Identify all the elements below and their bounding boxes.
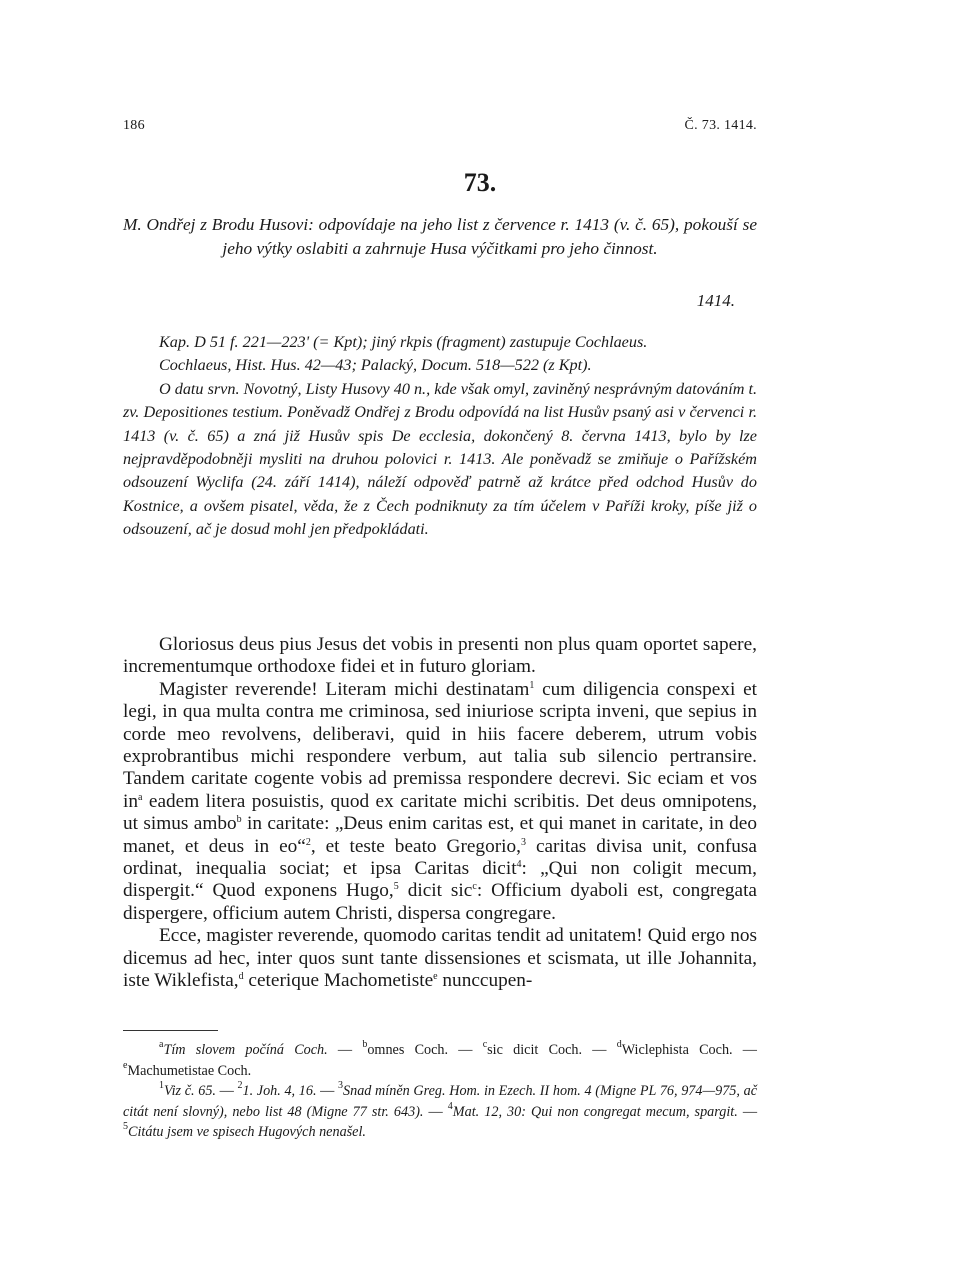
- footnote-ref: 2: [305, 836, 311, 848]
- apparatus-dating: O datu srvn. Novotný, Listy Husovy 40 n., kde však omyl, zaviněný nesprávným datováním t. zv. Depositiones testium. Poněvadž Ondřej z Brodu odpovídá na list Husův psaný asi v červenci r. 1413 (v. č. 65) a zná již Husův spis De ecclesia, dokončený 8. června 1413, bylo by lze nejpravděpodobněji mysliti na druhou polovici r. 1413. Ale poněvadž se zmiňuje o Pařížském odsouzení Wyclifa (24. září 1414), náleží odpověď patrně až krátce před odchod Husův do Kostnice, a ovšem pisatel, věda, že z Čech podniknuty za tím účelem v Paříži kroky, píše již o odsouzení, ač je dosud mohl jen předpokládati.: [123, 379, 757, 539]
- text-run: eadem litera posuistis, quod ex caritate michi scribitis. Det deus omnipotens, ut simus ambo: [123, 790, 757, 835]
- text-run: Magister reverende! Literam michi destinatam: [159, 678, 530, 700]
- apparatus-manuscripts: Kap. D 51 f. 221—223' (= Kpt); jiný rkpis (fragment) zastupuje Cochlaeus.: [159, 333, 648, 351]
- main-paragraph: [123, 679, 757, 925]
- note-mark: 1: [159, 1080, 164, 1091]
- document-number: 73.: [463, 168, 497, 197]
- footnote-divider: [123, 1030, 218, 1031]
- footnote-ref: b: [236, 814, 242, 826]
- note-text: Machumetistae Coch.: [127, 1062, 252, 1079]
- note-mark: c: [482, 1039, 488, 1050]
- note-separator: —: [582, 1042, 617, 1058]
- note-text: Snad míněn Greg. Hom. in Ezech. II hom. 4 (Migne PL 76, 974—975, ač citát není slovný), nebo list 48 (Migne 77 str. 643).: [123, 1083, 757, 1120]
- footnotes: [123, 1040, 757, 1143]
- main-text: [123, 634, 757, 993]
- note-mark: a: [159, 1039, 164, 1050]
- note-text: sic dicit Coch.: [487, 1042, 583, 1058]
- text-run: Ecce, magister reverende, quomodo caritas tendit ad unitatem! Quid ergo nos dicemus ad hec, inter quos sunt tante dissensiones et scismata, ut ille Johannita, iste Wiklefista,: [123, 925, 757, 992]
- note-text: Wiclephista Coch.: [621, 1042, 733, 1058]
- note-separator: —: [448, 1042, 483, 1058]
- running-head: Č. 73. 1414.: [684, 118, 757, 133]
- note-text: omnes Coch.: [367, 1042, 449, 1058]
- note-mark: e: [123, 1059, 128, 1071]
- text-run: cum diligencia conspexi et legi, in qua multa contra me criminosa, sed iniuriose scripta inveni, que sepius in corde meo revolvens, deliberavi, quid in hiis facere deberem, utrum vobis exprobrantibus michi respondere verbum, aut talia sub silencio pertransire. Tandem caritate cogente vobis ad premissa respondere decrevi. Sic eciam et vos in: [123, 678, 757, 812]
- salutation: Gloriosus deus pius Jesus det vobis in presenti non plus quam oportet sapere, incrementumque orthodoxe fidei et in futuro gloriam.: [123, 634, 757, 678]
- note-text: Tím slovem počíná Coch.: [163, 1042, 328, 1058]
- text-run: ceterique Machometiste: [243, 970, 434, 992]
- source-notes: [123, 1081, 757, 1143]
- main-paragraph: [123, 925, 757, 992]
- footnote-ref: 5: [393, 881, 399, 893]
- note-text: Mat. 12, 30: Qui non congregat mecum, spargit.: [452, 1103, 738, 1120]
- note-text: Viz č. 65.: [164, 1083, 216, 1099]
- document-date: 1414.: [696, 291, 735, 310]
- footnote-ref: 1: [529, 679, 535, 691]
- note-mark: d: [616, 1039, 622, 1050]
- text-run: nunccupen-: [437, 970, 533, 992]
- text-run: caritas divisa unit, confusa ordinat, inequalia sociat; et ipsa Caritas dicit: [123, 835, 757, 880]
- note-separator: —: [316, 1083, 338, 1099]
- text-run: in caritate: „Deus enim caritas est, et qui manet in caritate, in deo manet, et deus in eo“: [123, 813, 757, 857]
- footnote-ref: d: [238, 971, 244, 983]
- apparatus-editions: Cochlaeus, Hist. Hus. 42—43; Palacký, Docum. 518—522 (z Kpt).: [159, 356, 592, 375]
- text-run: : Officium dyaboli est, congregata dispergere, officium autem Christi, dispersa congregare.: [123, 880, 757, 924]
- critical-apparatus: [123, 331, 757, 542]
- note-separator: —: [737, 1103, 758, 1120]
- footnote-ref: 4: [516, 859, 522, 871]
- note-separator: —: [423, 1103, 448, 1120]
- note-mark: 2: [237, 1080, 243, 1091]
- note-mark: 3: [338, 1080, 343, 1091]
- note-mark: 4: [447, 1100, 453, 1112]
- note-separator: —: [327, 1042, 363, 1058]
- note-mark: b: [362, 1039, 368, 1050]
- footnote-ref: 3: [520, 836, 526, 848]
- footnote-ref: e: [433, 971, 438, 983]
- note-separator: —: [732, 1042, 757, 1058]
- text-run: dicit sic: [398, 880, 473, 902]
- note-separator: —: [215, 1083, 238, 1099]
- text-run: , et teste beato Gregorio,: [310, 835, 521, 857]
- text-run: : „Qui non coligit mecum, dispergit.“ Quod exponens Hugo,: [123, 858, 757, 902]
- footnote-ref: c: [472, 881, 477, 893]
- note-mark: 5: [123, 1121, 128, 1132]
- running-header: [123, 118, 757, 134]
- regest: M. Ondřej z Brodu Husovi: odpovídaje na jeho list z července r. 1413 (v. č. 65), pokouší se jeho výtky oslabiti a zahrnuje Husa výčitkami pro jeho činnost.: [123, 215, 757, 258]
- textual-notes: [123, 1040, 757, 1081]
- note-text: Citátu jsem ve spisech Hugových nenašel.: [128, 1124, 366, 1140]
- page-number: 186: [123, 118, 145, 133]
- footnote-ref: a: [138, 791, 143, 803]
- note-text: 1. Joh. 4, 16.: [242, 1083, 317, 1099]
